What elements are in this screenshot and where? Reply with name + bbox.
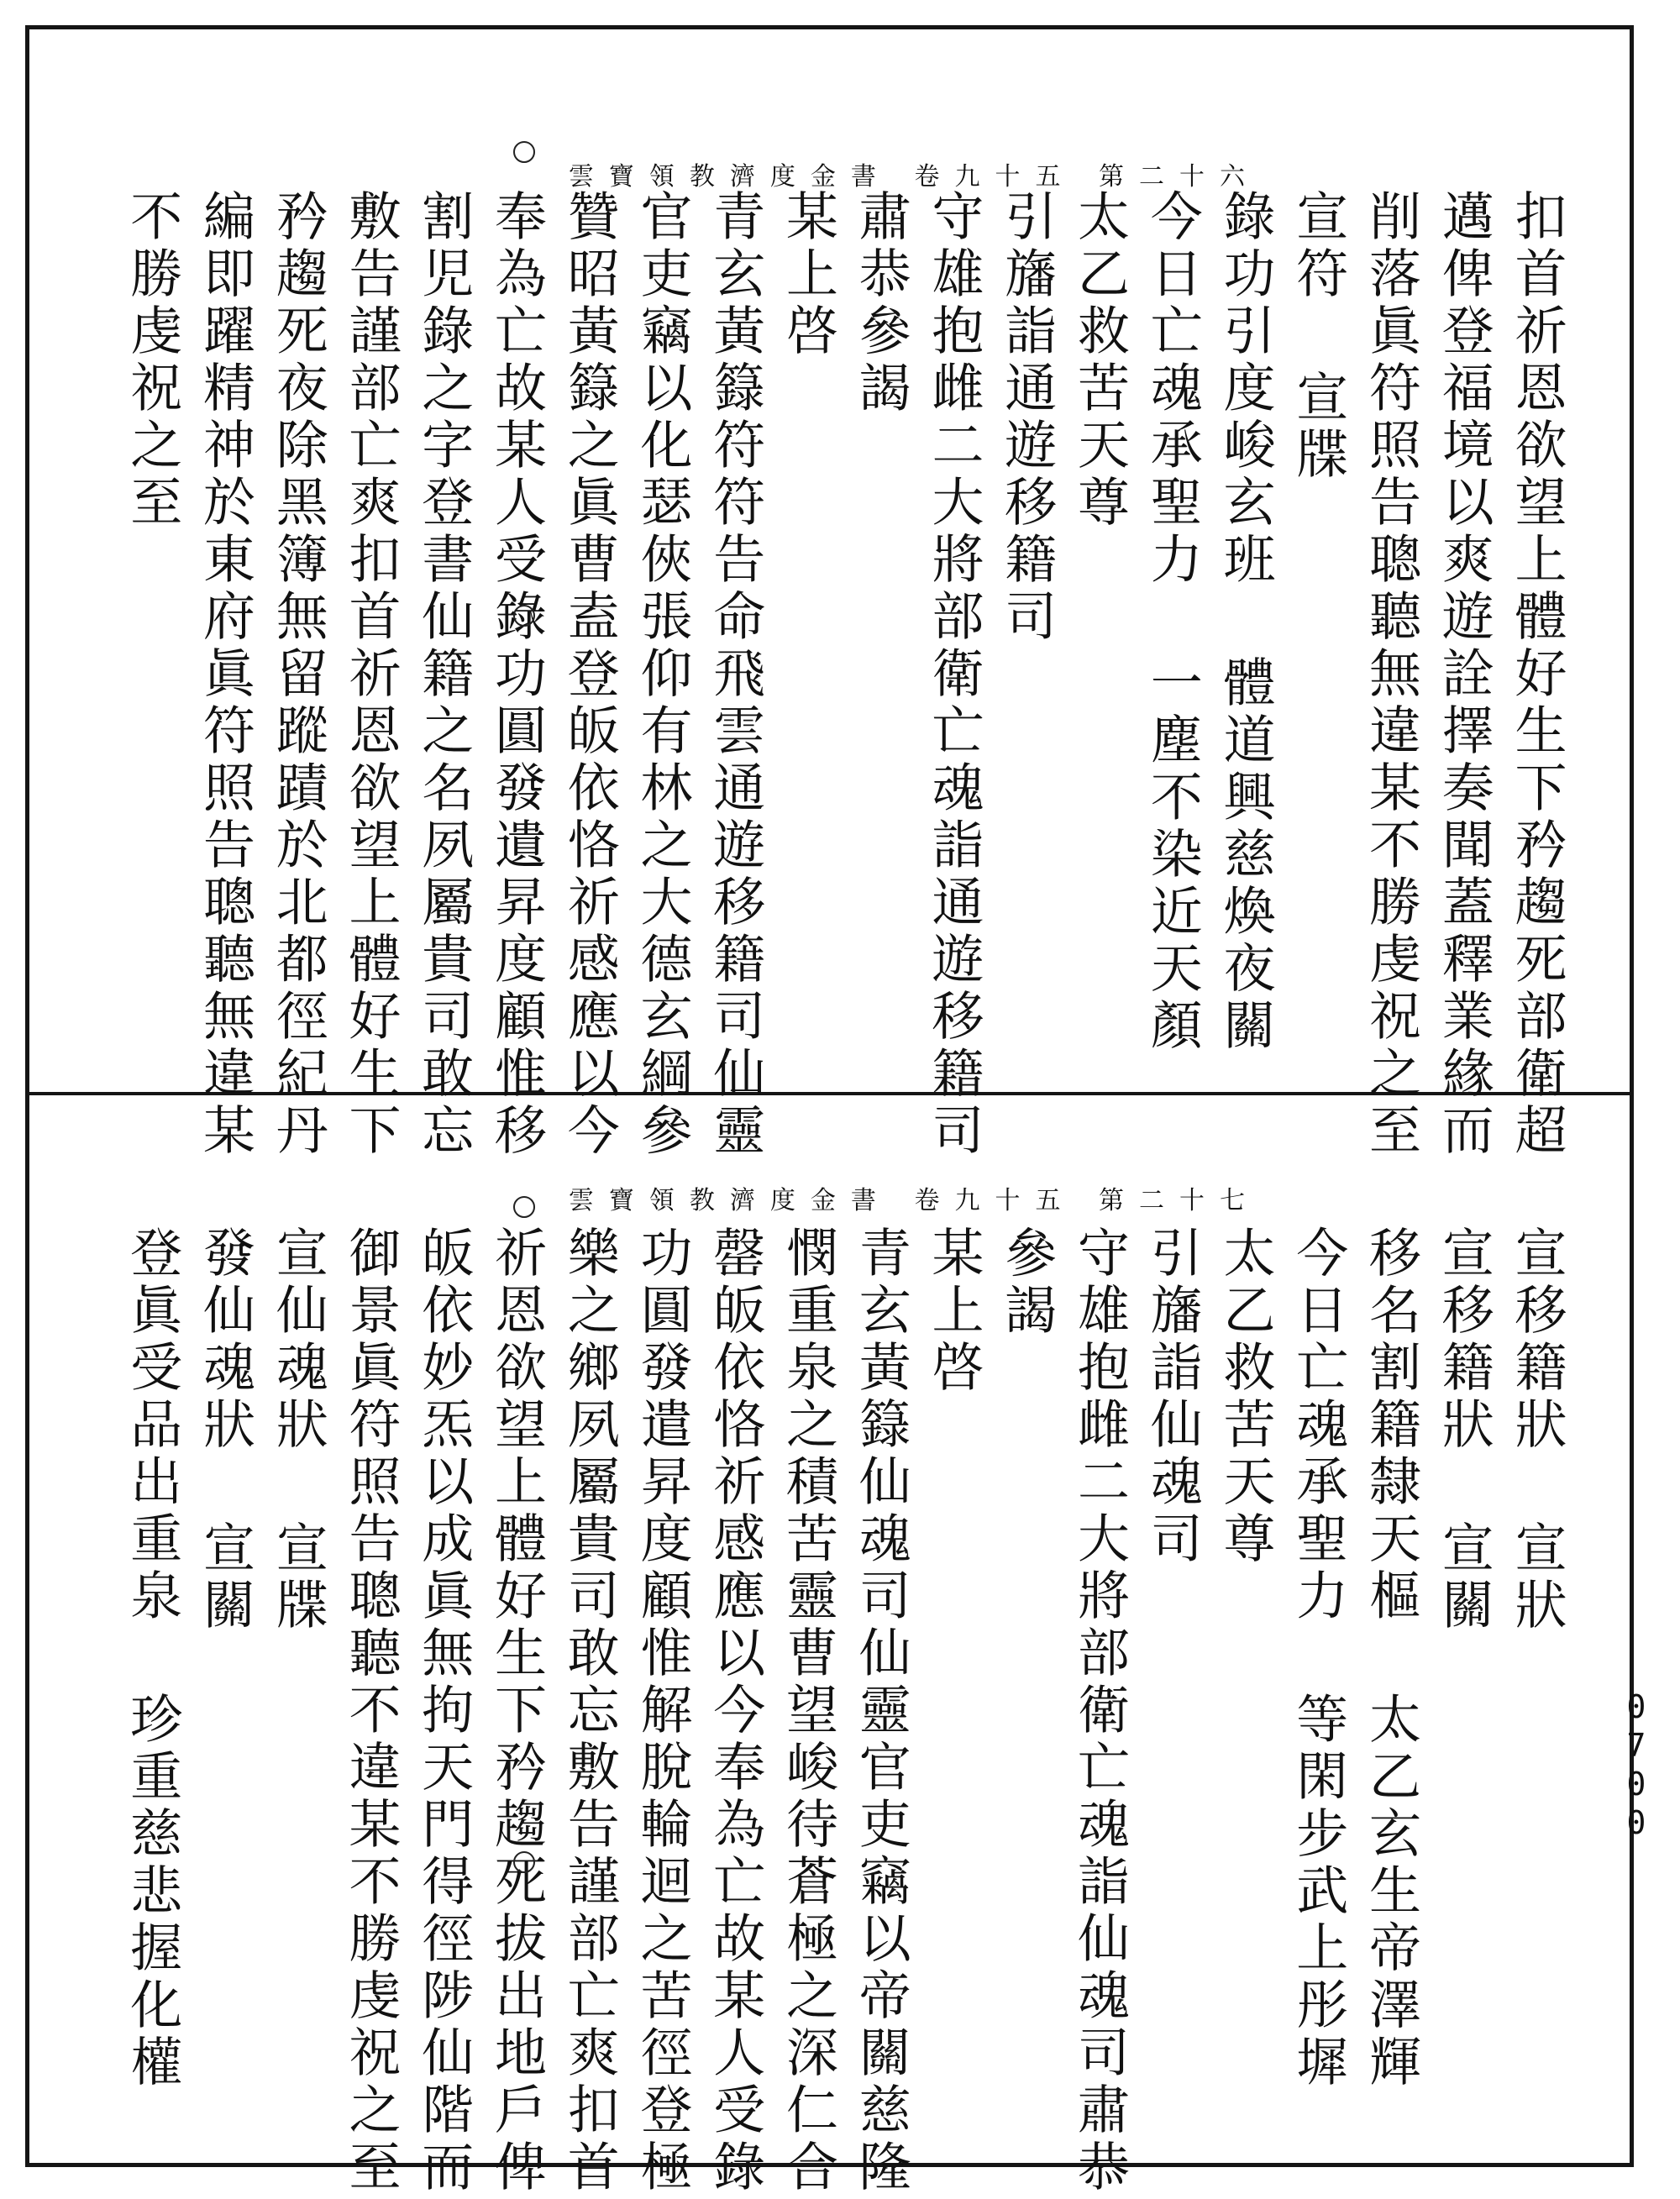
text-column: 太乙救苦天尊 <box>1068 189 1131 532</box>
text-column: 功圓發遣昇度顧惟解脫輪迴之苦徑登極 <box>632 1225 693 2196</box>
circle-mark <box>513 605 535 627</box>
text-column: 青玄黃籙符符告命飛雲通遊移籍司仙靈 <box>704 189 766 1160</box>
text-column: 削落眞符照告聰聽無違某不勝虔祝之至 <box>1360 189 1422 1160</box>
text-column: 不勝虔祝之至 <box>121 189 183 532</box>
text-column: 宣仙魂狀 宣牒 <box>267 1225 329 1635</box>
text-column: 引旛詣通遊移籍司 <box>995 189 1058 646</box>
text-column: 今日亡魂承聖力 一塵不染近天顏 <box>1142 189 1204 1055</box>
page-number: 0700 <box>1618 1688 1655 1843</box>
circle-mark <box>513 141 535 163</box>
text-column: 某上啓 <box>777 189 839 360</box>
text-column: 奉為亡故某人受錄功圓發遺昇度顧惟移 <box>486 189 548 1160</box>
text-column: 引旛詣仙魂司 <box>1142 1225 1204 1568</box>
text-column: 罄皈依恪祈感應以今奉為亡故某人受錄 <box>704 1225 766 2196</box>
text-column: 太乙救苦天尊 <box>1215 1225 1276 1568</box>
circle-mark <box>513 1851 535 1873</box>
text-column: 宣移籍狀 宣關 <box>1433 1225 1495 1635</box>
text-column: 割児錄之字登書仙籍之名夙屬貴司敢忘 <box>412 189 475 1160</box>
text-column: 皈依妙炁以成眞無拘天門得徑陟仙階而 <box>412 1225 475 2196</box>
upper-page-header: 雲寶領教濟度金書 卷九十五 第二十六 <box>568 162 1260 192</box>
lower-page <box>29 1095 1630 2196</box>
circle-mark <box>513 1196 535 1218</box>
text-column: 今日亡魂承聖力 等閑步武上彤墀 <box>1287 1225 1349 2091</box>
text-column: 發仙魂狀 宣關 <box>194 1225 256 1635</box>
text-column: 憫重泉之積苦靈曹望峻待蒼極之深仁合 <box>777 1225 839 2196</box>
upper-page <box>29 29 1630 1160</box>
text-column: 宣符 宣牒 <box>1287 189 1349 484</box>
text-column: 官吏竊以化瑟俠張仰有林之大德玄綱參 <box>632 189 693 1160</box>
text-column: 宣移籍狀 宣狀 <box>1506 1225 1567 1635</box>
text-column: 守雄抱雌二大將部衛亡魂詣仙魂司肅恭 <box>1068 1225 1131 2196</box>
text-column: 錄功引度峻玄班 體道興慈煥夜關 <box>1215 189 1276 1055</box>
text-column: 參謁 <box>995 1225 1058 1340</box>
lower-page-header: 雲寶領教濟度金書 卷九十五 第二十七 <box>568 1186 1260 1215</box>
text-column: 祈恩欲望上體好生下矜趨死拔出地戶俾 <box>486 1225 548 2196</box>
text-column: 敷告謹部亡爽扣首祈恩欲望上體好生下 <box>340 189 402 1160</box>
text-column: 矜趨死夜除黑簿無留蹤蹟於北都徑紀丹 <box>267 189 329 1160</box>
text-column: 邁俾登福境以爽遊詮擇奏聞蓋釋業緣而 <box>1433 189 1495 1160</box>
text-column: 御景眞符照告聰聽不違某不勝虔祝之至 <box>340 1225 402 2196</box>
text-column: 贊昭黃籙之眞曹盍登皈依恪祈感應以今 <box>559 189 621 1160</box>
text-column: 移名割籍隸天樞 太乙玄生帝澤輝 <box>1360 1225 1422 2091</box>
text-column: 某上啓 <box>923 1225 984 1397</box>
text-column: 登眞受品出重泉 珍重慈悲握化權 <box>121 1225 183 2091</box>
text-column: 青玄黃籙仙魂司仙靈官吏竊以帝關慈隆 <box>850 1225 912 2196</box>
text-column: 樂之鄉夙屬貴司敢忘敷告謹部亡爽扣首 <box>559 1225 621 2196</box>
text-column: 守雄抱雌二大將部衛亡魂詣通遊移籍司 <box>923 189 984 1160</box>
text-column: 肅恭參謁 <box>850 189 912 417</box>
text-column: 編即躍精神於東府眞符照告聰聽無違某 <box>194 189 256 1160</box>
text-column: 扣首祈恩欲望上體好生下矜趨死部衛超 <box>1506 189 1567 1160</box>
